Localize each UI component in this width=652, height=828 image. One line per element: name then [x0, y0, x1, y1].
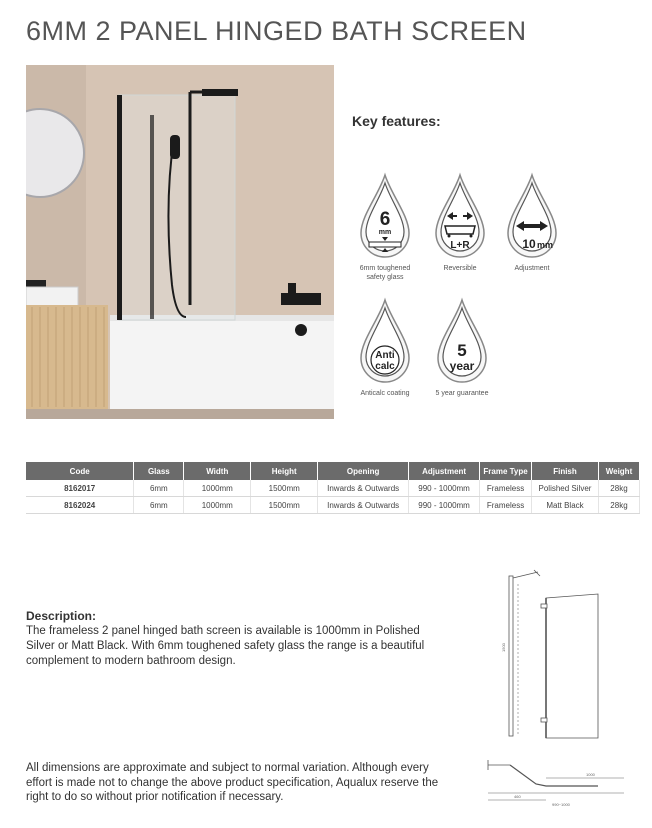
reversible-icon — [431, 172, 489, 262]
technical-drawing — [474, 560, 642, 812]
svg-text:1000: 1000 — [586, 772, 595, 777]
column-header: Finish — [532, 462, 599, 480]
svg-text:10: 10 — [522, 237, 536, 251]
table-cell: Matt Black — [532, 497, 599, 514]
svg-text:mm: mm — [378, 229, 392, 236]
feature-caption: 6mm toughened safety glass — [359, 265, 411, 281]
table-cell: 1500mm — [251, 480, 318, 497]
column-header: Width — [184, 462, 251, 480]
feature-adjustment — [492, 172, 572, 273]
table-cell: Inwards & Outwards — [318, 480, 409, 497]
svg-text:6: 6 — [379, 209, 391, 230]
spec-table — [26, 462, 640, 514]
svg-text:calc: calc — [375, 361, 395, 372]
column-header: Glass — [134, 462, 184, 480]
table-row — [26, 497, 640, 514]
table-cell: 28kg — [598, 497, 639, 514]
adjustment-icon — [503, 172, 561, 262]
table-cell: 6mm — [134, 480, 184, 497]
table-cell: 990 - 1000mm — [409, 497, 480, 514]
column-header: Adjustment — [409, 462, 480, 480]
table-header-row — [26, 462, 640, 480]
feature-caption: Adjustment — [514, 265, 550, 272]
disclaimer-text: All dimensions are approximate and subject to normal variation. Although every effort is made not to change the above product specification, Aqualux reserve the right to do so without prior notification if necessary. — [26, 762, 439, 803]
table-cell: 1000mm — [184, 497, 251, 514]
table-cell: Frameless — [480, 497, 532, 514]
feature-anticalc — [345, 297, 425, 398]
svg-text:460: 460 — [514, 794, 521, 799]
svg-text:mm: mm — [536, 240, 554, 250]
glass-thickness-icon — [356, 172, 414, 262]
feature-caption: 5 year guarantee — [435, 390, 489, 397]
product-photo — [26, 65, 334, 419]
svg-text:year: year — [449, 359, 475, 373]
table-cell: 6mm — [134, 497, 184, 514]
feature-caption: Reversible — [443, 265, 477, 272]
column-header: Frame Type — [480, 462, 532, 480]
feature-guarantee — [422, 297, 502, 398]
table-cell: 990 - 1000mm — [409, 480, 480, 497]
svg-text:990~1000: 990~1000 — [552, 802, 570, 807]
description-heading: Description: — [26, 609, 97, 623]
table-cell: 28kg — [598, 480, 639, 497]
svg-text:1500: 1500 — [501, 643, 506, 652]
description-text: The frameless 2 panel hinged bath screen is available is 1000mm in Polished Silver or Matt Black. With 6mm toughened safety glass the range is a beautiful complement to modern bathroom design. — [26, 625, 425, 667]
feature-reversible — [420, 172, 500, 273]
column-header: Opening — [318, 462, 409, 480]
svg-text:L+R: L+R — [450, 240, 470, 251]
column-header: Height — [251, 462, 318, 480]
table-row — [26, 480, 640, 497]
table-cell: Inwards & Outwards — [318, 497, 409, 514]
table-cell: 1500mm — [251, 497, 318, 514]
column-header: Code — [26, 462, 134, 480]
table-cell: 8162017 — [26, 480, 134, 497]
table-cell: 8162024 — [26, 497, 134, 514]
table-cell: Polished Silver — [532, 480, 599, 497]
table-cell: 1000mm — [184, 480, 251, 497]
anticalc-icon — [356, 297, 414, 387]
svg-text:Anti: Anti — [375, 350, 395, 361]
table-cell: Frameless — [480, 480, 532, 497]
svg-text:5: 5 — [457, 341, 467, 360]
feature-caption: Anticalc coating — [360, 390, 410, 397]
page-title: 6MM 2 PANEL HINGED BATH SCREEN — [26, 16, 527, 46]
guarantee-icon — [433, 297, 491, 387]
feature-glass-thickness — [345, 172, 425, 282]
column-header: Weight — [598, 462, 639, 480]
key-features-title: Key features: — [352, 113, 441, 129]
